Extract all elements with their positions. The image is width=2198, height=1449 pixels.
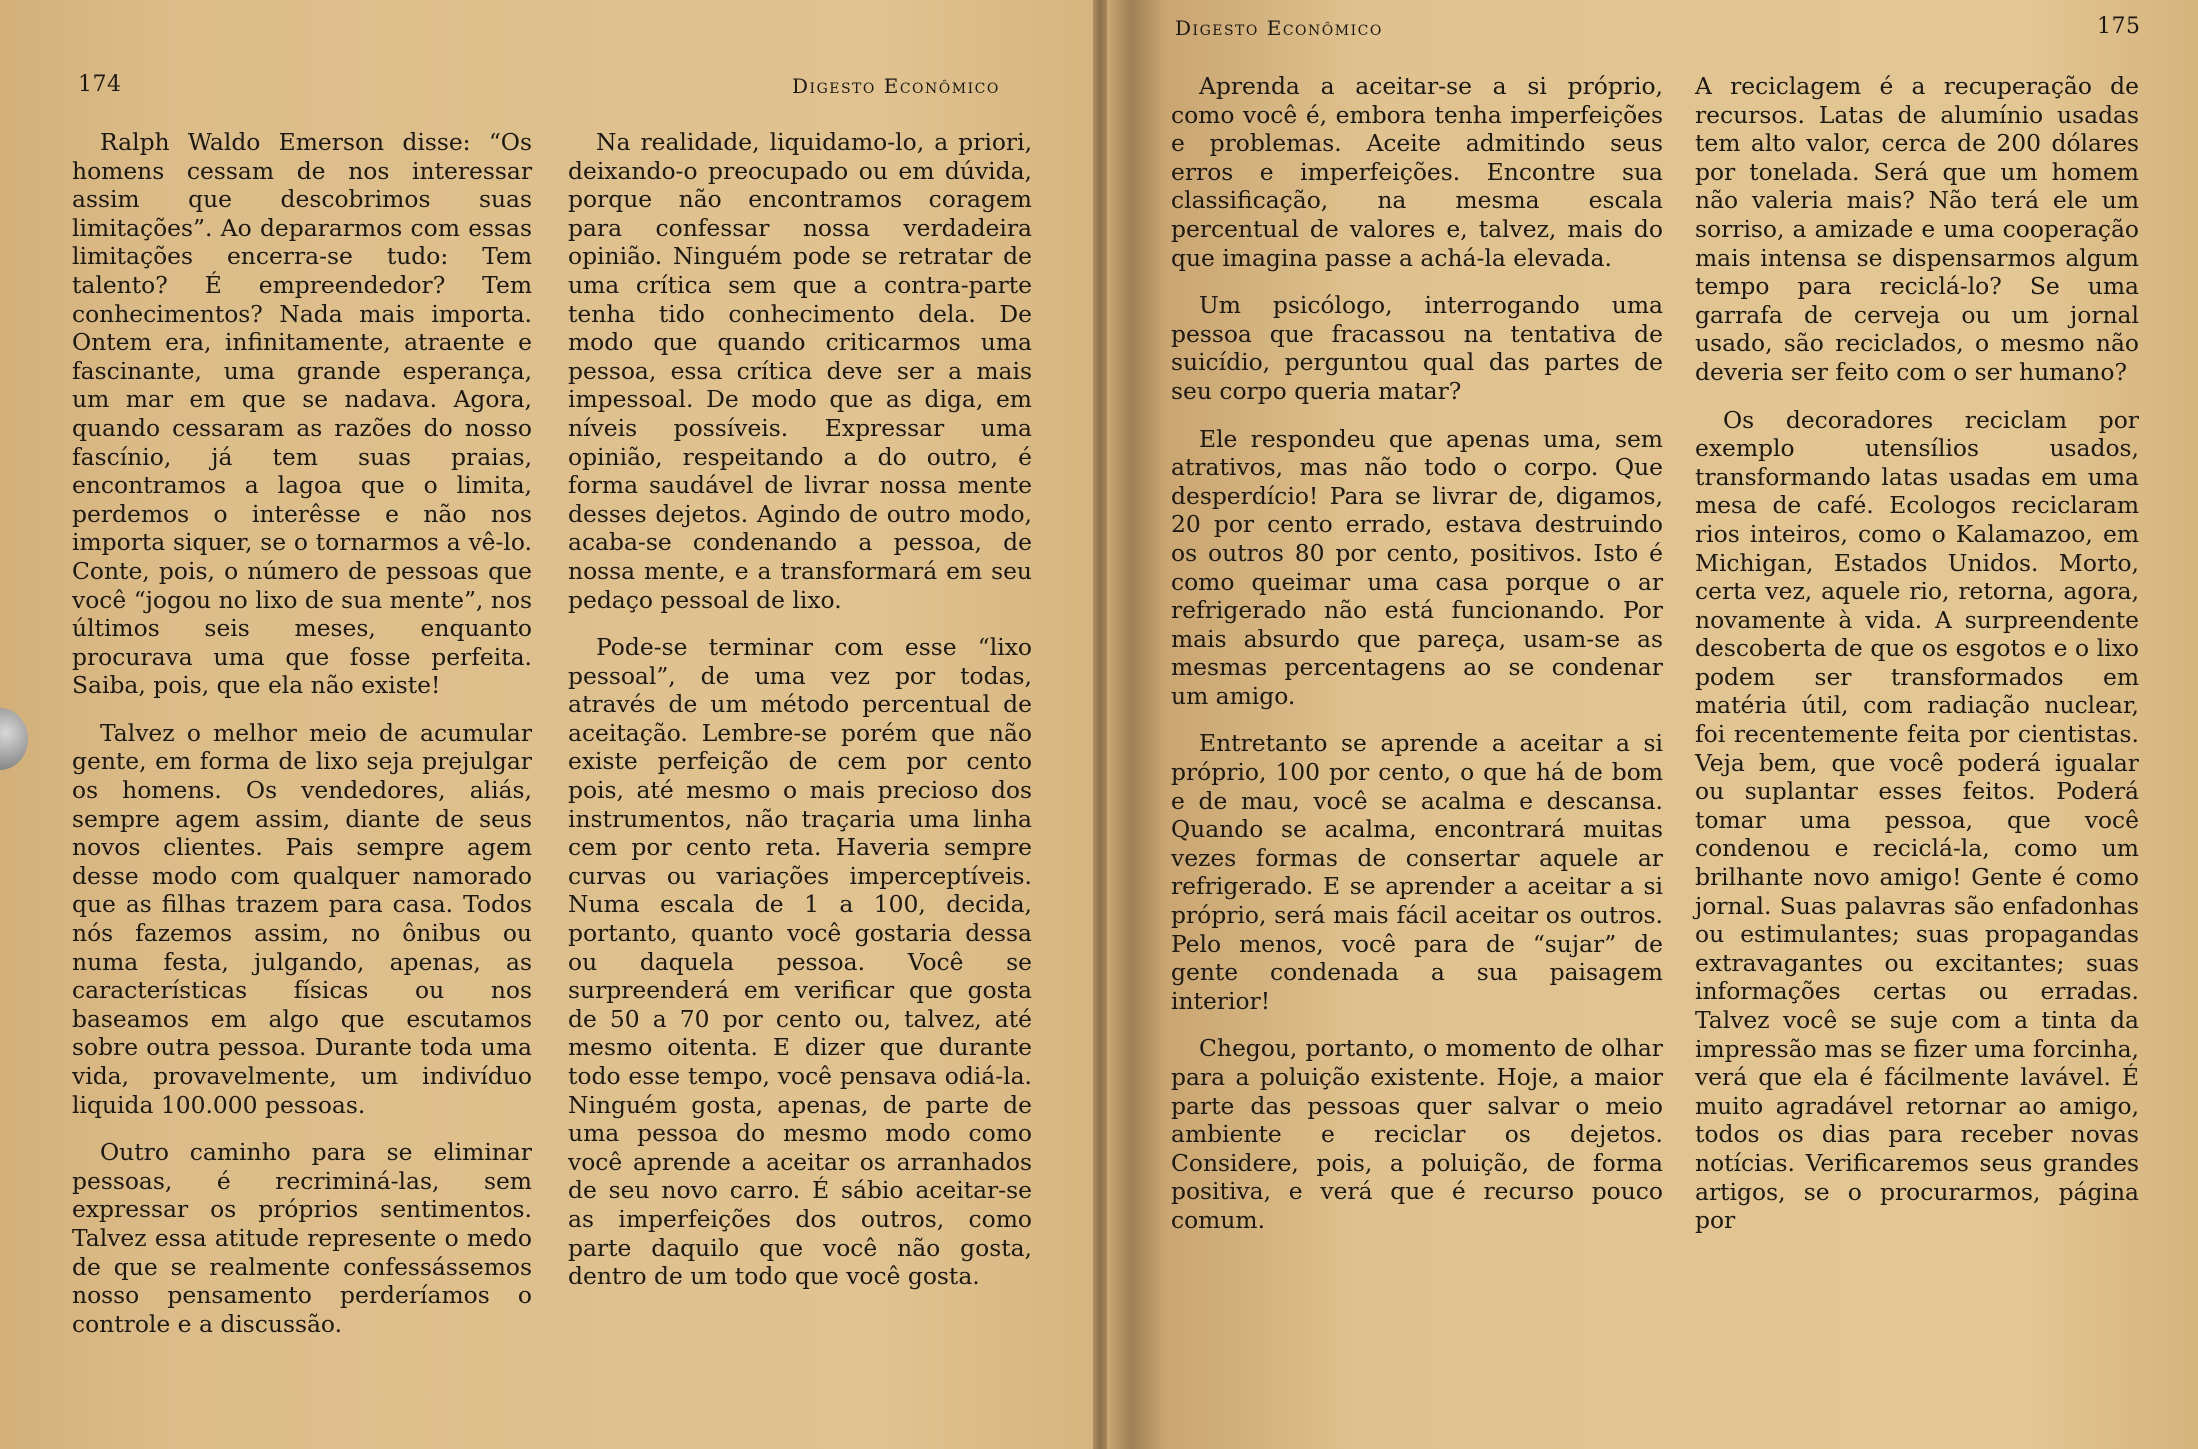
left-page-number: 174: [78, 72, 122, 97]
right-running-header: Digesto Econômico: [1175, 16, 1383, 40]
right-page-number: 175: [2097, 14, 2141, 39]
right-column-2: [1695, 72, 2139, 1254]
paragraph: Um psicólogo, interrogando uma pessoa que fracassou na tentativa de suicídio, perguntou qual das partes de seu corpo queria matar?: [1171, 291, 1663, 405]
paragraph: Ele respondeu que apenas uma, sem atrativos, mas não todo o corpo. Que desperdício! Para se livrar de, digamos, 20 por cento errado, estava destruindo os outros 80 por cento, positivos. Isto é como queimar uma casa porque o ar refrigerado não está funcionando. Por mais absurdo que pareça, usam-se as mesmas percentagens ao se condenar um amigo.: [1171, 424, 1663, 710]
right-page: [1103, 0, 2198, 1449]
left-column-1: [72, 128, 532, 1357]
left-page: [0, 0, 1095, 1449]
paragraph: Pode-se terminar com esse “lixo pessoal”, de uma vez por todas, através de um método percentual de aceitação. Lembre-se porém que não existe perfeição de cem por cento pois, até mesmo o mais precioso dos instrumentos, não traçaria uma linha cem por cento reta. Haveria sempre curvas ou variações imperceptíveis. Numa escala de 1 a 100, decida, portanto, quanto você gostaria dessa ou daquela pessoa. Você se surpreenderá em verificar que gosta de 50 a 70 por cento ou, talvez, até mesmo oitenta. E dizer que durante todo esse tempo, você pensava odiá-la. Ninguém gosta, apenas, de parte de uma pessoa do mesmo modo como você aprende a aceitar os arranhados de seu novo carro. É sábio aceitar-se as imperfeições dos outros, como parte daquilo que você não gosta, dentro de um todo que você gosta.: [568, 633, 1032, 1291]
left-column-2: [568, 128, 1032, 1310]
paragraph: Ralph Waldo Emerson disse: “Os homens cessam de nos interessar assim que descobrimos suas limitações”. Ao depararmos com essas limitações encerra-se tudo: Tem talento? É empreendedor? Tem conhecimentos? Nada mais importa. Ontem era, infinitamente, atraente e fascinante, uma grande esperança, um mar em que se nadava. Agora, quando cessaram as razões do nosso fascínio, já tem suas praias, encontramos a lagoa que o limita, perdemos o interêsse e não nos importa siquer, se o tornarmos a vê-lo. Conte, pois, o número de pessoas que você “jogou no lixo de sua mente”, nos últimos seis meses, enquanto procurava uma que fosse perfeita. Saiba, pois, que ela não existe!: [72, 128, 532, 700]
right-column-1: [1171, 72, 1663, 1254]
paragraph: Chegou, portanto, o momento de olhar para a poluição existente. Hoje, a maior parte das pessoas quer salvar o meio ambiente e reciclar os dejetos. Considere, pois, a poluição, de forma positiva, e verá que é recurso pouco comum.: [1171, 1034, 1663, 1234]
paragraph: Talvez o melhor meio de acumular gente, em forma de lixo seja prejulgar os homens. Os vendedores, aliás, sempre agem assim, diante de seus novos clientes. Pais sempre agem desse modo com qualquer namorado que as filhas trazem para casa. Todos nós fazemos assim, no ônibus ou numa festa, julgando, apenas, as características físicas ou nos baseamos em algo que escutamos sobre outra pessoa. Durante toda uma vida, provavelmente, um indivíduo liquida 100.000 pessoas.: [72, 718, 532, 1119]
left-running-header: Digesto Econômico: [792, 74, 1000, 98]
paragraph: Entretanto se aprende a aceitar a si próprio, 100 por cento, o que há de bom e de mau, você se acalma e descansa. Quando se acalma, encontrará muitas vezes formas de consertar aquele ar refrigerado. E se aprender a aceitar a si próprio, será mais fácil aceitar os outros. Pelo menos, você para de “sujar” de gente condenada a sua paisagem interior!: [1171, 729, 1663, 1015]
paragraph: Na realidade, liquidamo-lo, a priori, deixando-o preocupado ou em dúvida, porque não encontramos coragem para confessar nossa verdadeira opinião. Ninguém pode se retratar de uma crítica sem que a contra-parte tenha tido conhecimento dela. De modo que quando criticarmos uma pessoa, essa crítica deve ser a mais impessoal. De modo que as diga, em níveis possíveis. Expressar uma opinião, respeitando a do outro, é forma saudável de livrar nossa mente desses dejetos. Agindo de outro modo, acaba-se condenando a pessoa, de nossa mente, e a transformará em seu pedaço pessoal de lixo.: [568, 128, 1032, 614]
paragraph: A reciclagem é a recuperação de recursos. Latas de alumínio usadas tem alto valor, cerca de 200 dólares por tonelada. Será que um homem não valeria mais? Não terá ele um sorriso, a amizade e uma cooperação mais intensa se dispensarmos algum tempo para reciclá-lo? Se uma garrafa de cerveja ou um jornal usado, são reciclados, o mesmo não deveria ser feito com o ser humano?: [1695, 72, 2139, 386]
paragraph: Outro caminho para se eliminar pessoas, é recriminá-las, sem expressar os próprios sentimentos. Talvez essa atitude represente o medo de que se realmente confessássemos nosso pensamento perderíamos o controle e a discussão.: [72, 1138, 532, 1338]
paragraph: Os decoradores reciclam por exemplo utensílios usados, transformando latas usadas em uma mesa de café. Ecologos reciclaram rios inteiros, como o Kalamazoo, em Michigan, Estados Unidos. Morto, certa vez, aquele rio, retorna, agora, novamente à vida. A surpreendente descoberta de que os esgotos e o lixo podem ser transformados em matéria útil, com radiação nuclear, foi recentemente feita por cientistas. Veja bem, que você poderá igualar ou suplantar esses feitos. Poderá tomar uma pessoa, que você condenou e reciclá-la, como um brilhante novo amigo! Gente é como jornal. Suas palavras são enfadonhas ou estimulantes; suas propagandas extravagantes ou excitantes; suas informações certas ou erradas. Talvez você se suje com a tinta da impressão mas se fizer uma forcinha, verá que ela é fácilmente lavável. É muito agradável retornar ao amigo, todos os dias para receber novas notícias. Verificaremos seus grandes artigos, se o procurarmos, página por: [1695, 405, 2139, 1235]
paragraph: Aprenda a aceitar-se a si próprio, como você é, embora tenha imperfeições e problemas. Aceite admitindo seus erros e imperfeições. Encontre sua classificação, na mesma escala percentual de valores e, talvez, mais do que imagina passe a achá-la elevada.: [1171, 72, 1663, 272]
